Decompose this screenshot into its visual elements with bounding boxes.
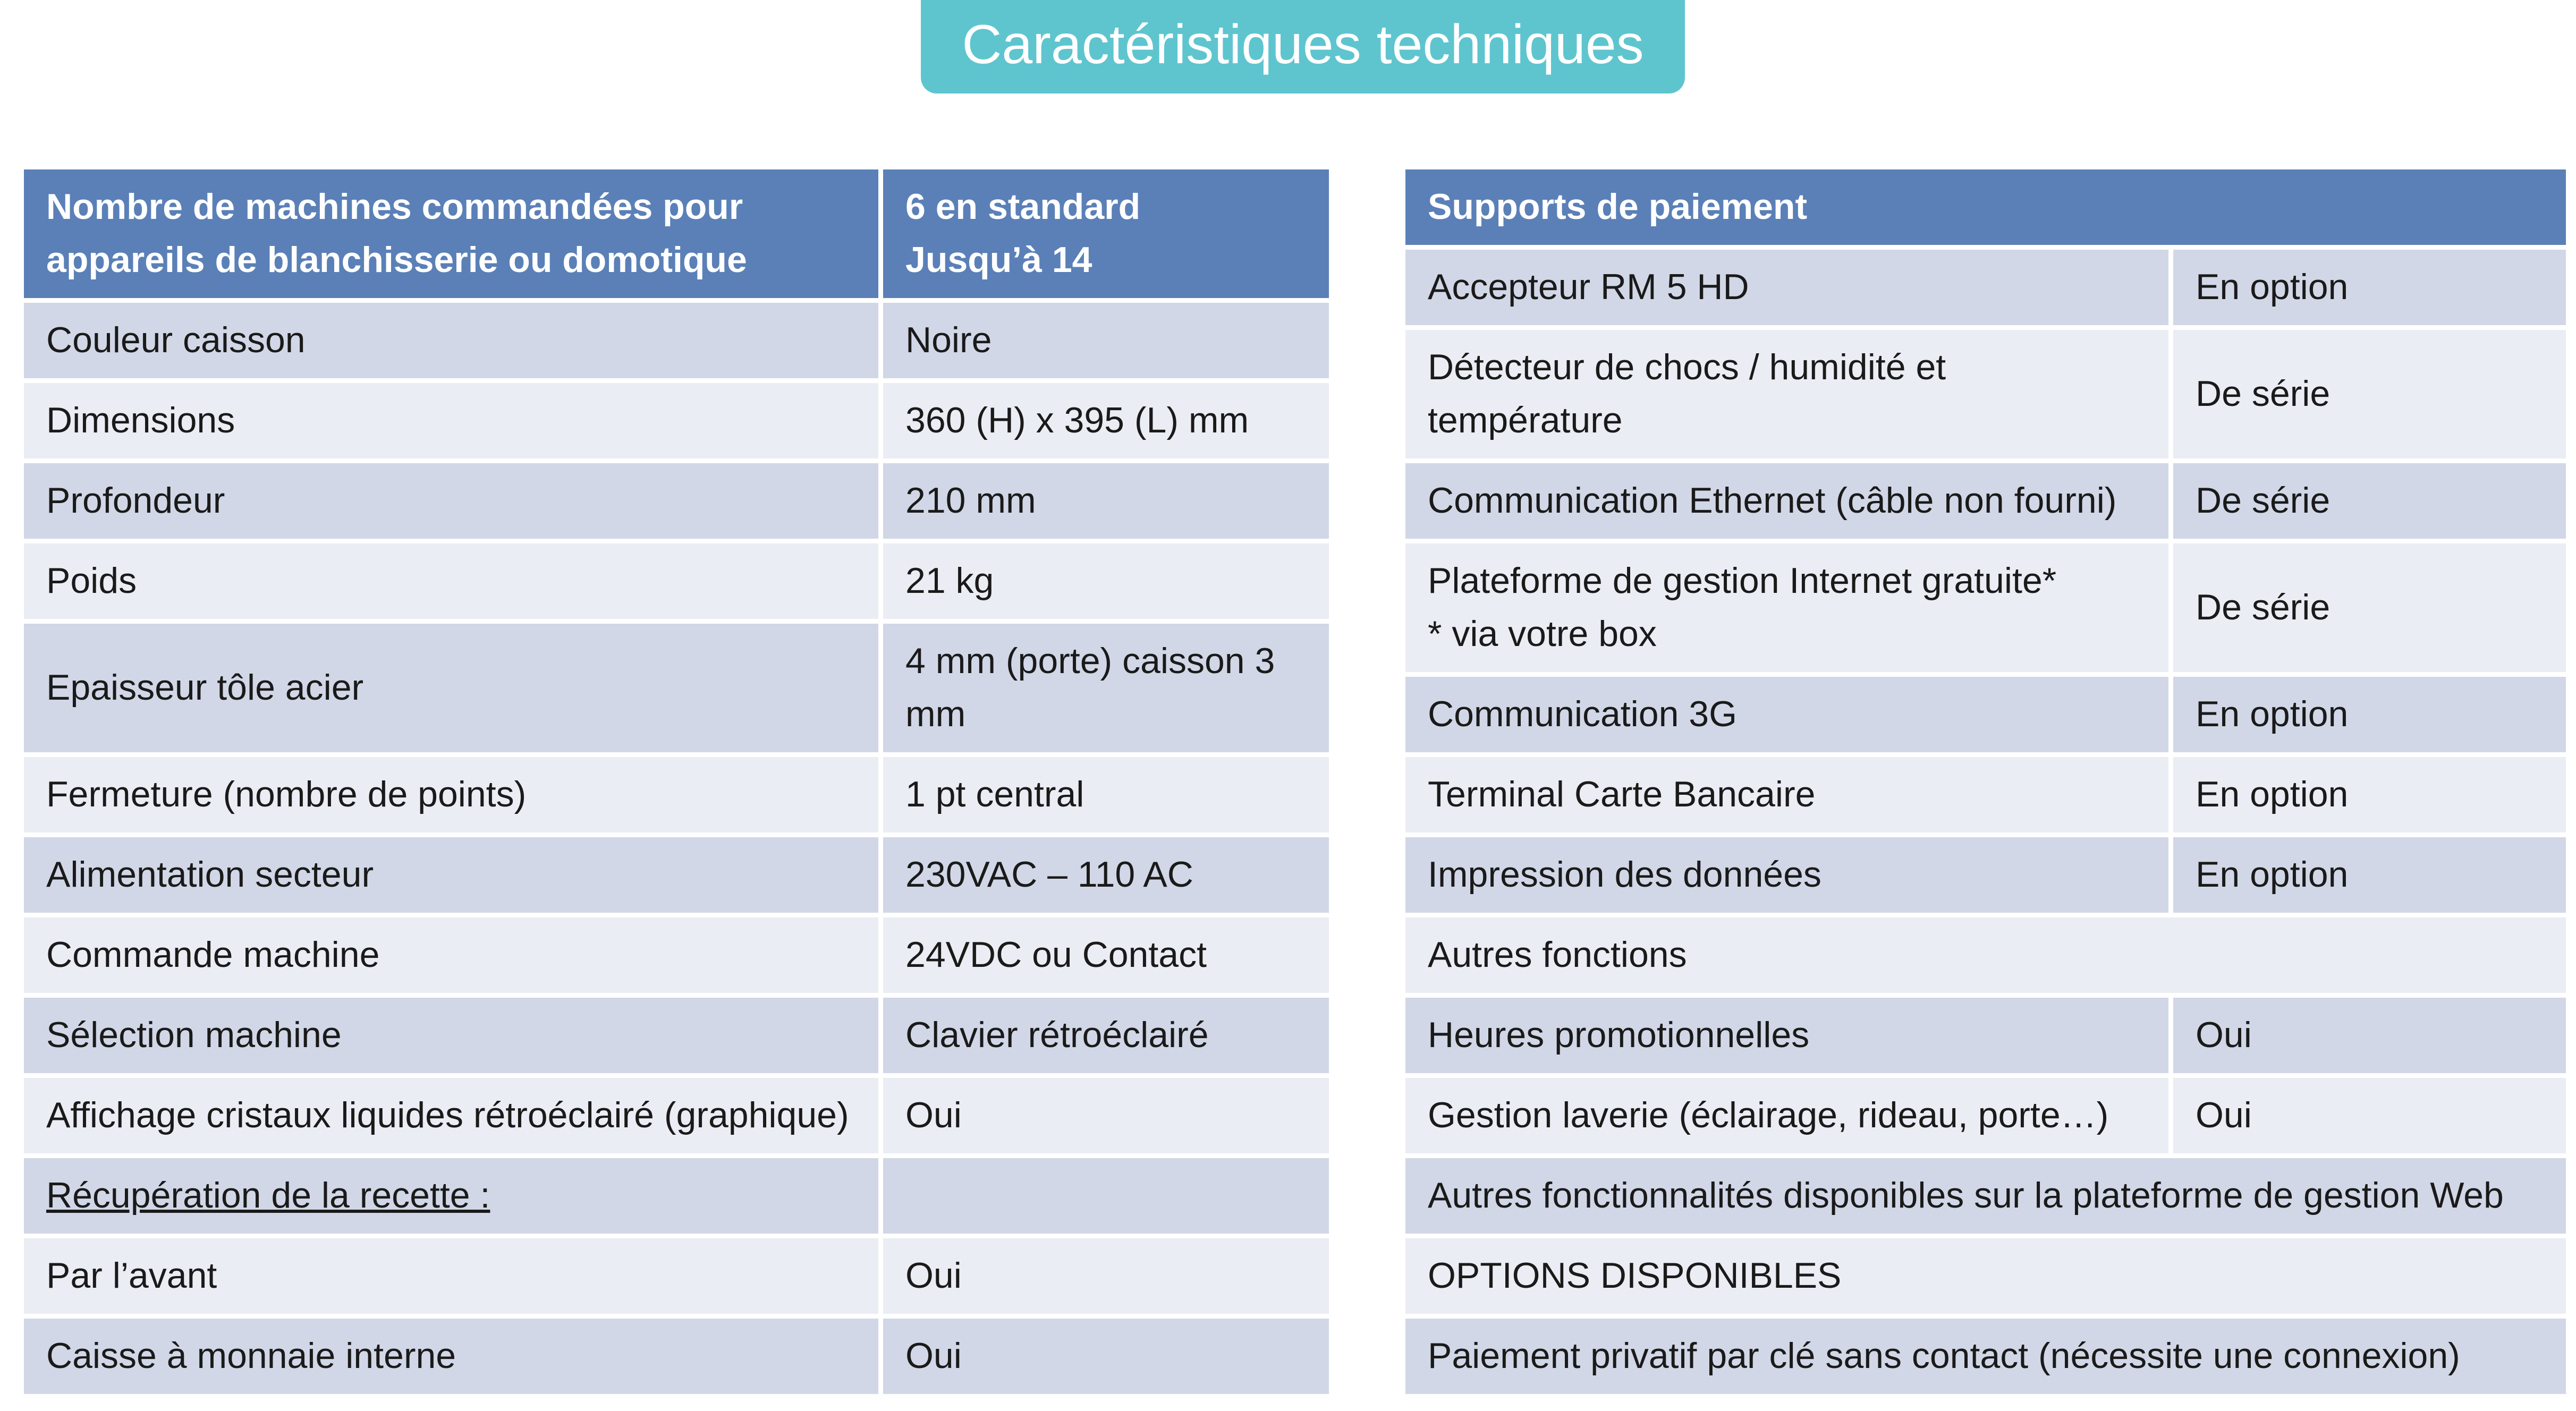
table-row [1405,250,2566,325]
table-row [1405,917,2566,993]
table-row [24,303,1329,378]
row-label: Impression des données [1405,837,2168,913]
table-row [1405,1238,2566,1314]
row-label: Communication Ethernet (câble non fourni) [1405,463,2168,539]
header-label-line1: Nombre de machines commandées pour [46,186,743,227]
table-row [24,1319,1329,1394]
row-label: Poids [24,543,878,619]
row-label: Profondeur [24,463,878,539]
row-value: De série [2173,463,2566,539]
row-label: Heures promotionnelles [1405,998,2168,1073]
row-label: Alimentation secteur [24,837,878,913]
table-row [24,543,1329,619]
header-label-line2: appareils de blanchisserie ou domotique [46,240,747,280]
header-value-cell [883,169,1329,298]
table-header-row [24,169,1329,298]
row-value: De série [2173,543,2566,672]
table-row [24,624,1329,752]
table-row [1405,463,2566,539]
row-label: Accepteur RM 5 HD [1405,250,2168,325]
header-value-line2: Jusqu’à 14 [905,240,1092,280]
row-value: Oui [883,1319,1329,1394]
row-value: En option [2173,677,2566,752]
row-value: 4 mm (porte) caisson 3 mm [883,624,1329,752]
row-label: Commande machine [24,917,878,993]
row-label: Par l’avant [24,1238,878,1314]
row-value [883,1158,1329,1234]
section-label: Paiement privatif par clé sans contact (nécessite une connexion) [1405,1319,2566,1394]
section-label: OPTIONS DISPONIBLES [1405,1238,2566,1314]
table-row [24,1078,1329,1153]
row-label: Sélection machine [24,998,878,1073]
table-row [1405,998,2566,1073]
specs-table-left [19,165,1334,1399]
table-row [1405,330,2566,458]
row-value: En option [2173,757,2566,832]
table-row [1405,543,2566,672]
table-row [1405,677,2566,752]
row-label-line1: Plateforme de gestion Internet gratuite* [1428,560,2057,601]
row-value: Noire [883,303,1329,378]
row-value: Oui [2173,1078,2566,1153]
row-label-cell [1405,543,2168,672]
row-label: Gestion laverie (éclairage, rideau, porte…) [1405,1078,2168,1153]
row-label: Couleur caisson [24,303,878,378]
row-value: 360 (H) x 395 (L) mm [883,383,1329,458]
table-row [24,1238,1329,1314]
table-row [24,917,1329,993]
row-value: Oui [883,1238,1329,1314]
section-label: Autres fonctionnalités disponibles sur la plateforme de gestion Web [1405,1158,2566,1234]
row-label: Dimensions [24,383,878,458]
table-row [24,383,1329,458]
row-label: Terminal Carte Bancaire [1405,757,2168,832]
row-value: Oui [883,1078,1329,1153]
row-label: Affichage cristaux liquides rétroéclairé (graphique) [24,1078,878,1153]
row-label: Fermeture (nombre de points) [24,757,878,832]
page-title: Caractéristiques techniques [921,0,1685,94]
table-row [1405,757,2566,832]
table-row [24,1158,1329,1234]
row-label: Détecteur de chocs / humidité et température [1405,330,2168,458]
row-value: Oui [2173,998,2566,1073]
row-label: Caisse à monnaie interne [24,1319,878,1394]
section-label: Autres fonctions [1405,917,2566,993]
table-row [24,837,1329,913]
row-value: 21 kg [883,543,1329,619]
header-value-line1: 6 en standard [905,186,1141,227]
row-value: Clavier rétroéclairé [883,998,1329,1073]
row-value: 24VDC ou Contact [883,917,1329,993]
row-label: Epaisseur tôle acier [24,624,878,752]
table-row [1405,1158,2566,1234]
table-row [24,463,1329,539]
row-value: De série [2173,330,2566,458]
table-row [1405,1319,2566,1394]
table-header-row [1405,169,2566,245]
row-value: 1 pt central [883,757,1329,832]
table-row [1405,837,2566,913]
row-label-line2: * via votre box [1428,614,1657,654]
header-label-cell: Supports de paiement [1405,169,2566,245]
row-value: 230VAC – 110 AC [883,837,1329,913]
table-row [24,757,1329,832]
table-row [1405,1078,2566,1153]
row-value: En option [2173,250,2566,325]
table-row [24,998,1329,1073]
row-label: Récupération de la recette : [24,1158,878,1234]
row-value: En option [2173,837,2566,913]
row-label: Communication 3G [1405,677,2168,752]
row-value: 210 mm [883,463,1329,539]
header-label-cell [24,169,878,298]
specs-table-right [1401,165,2571,1399]
